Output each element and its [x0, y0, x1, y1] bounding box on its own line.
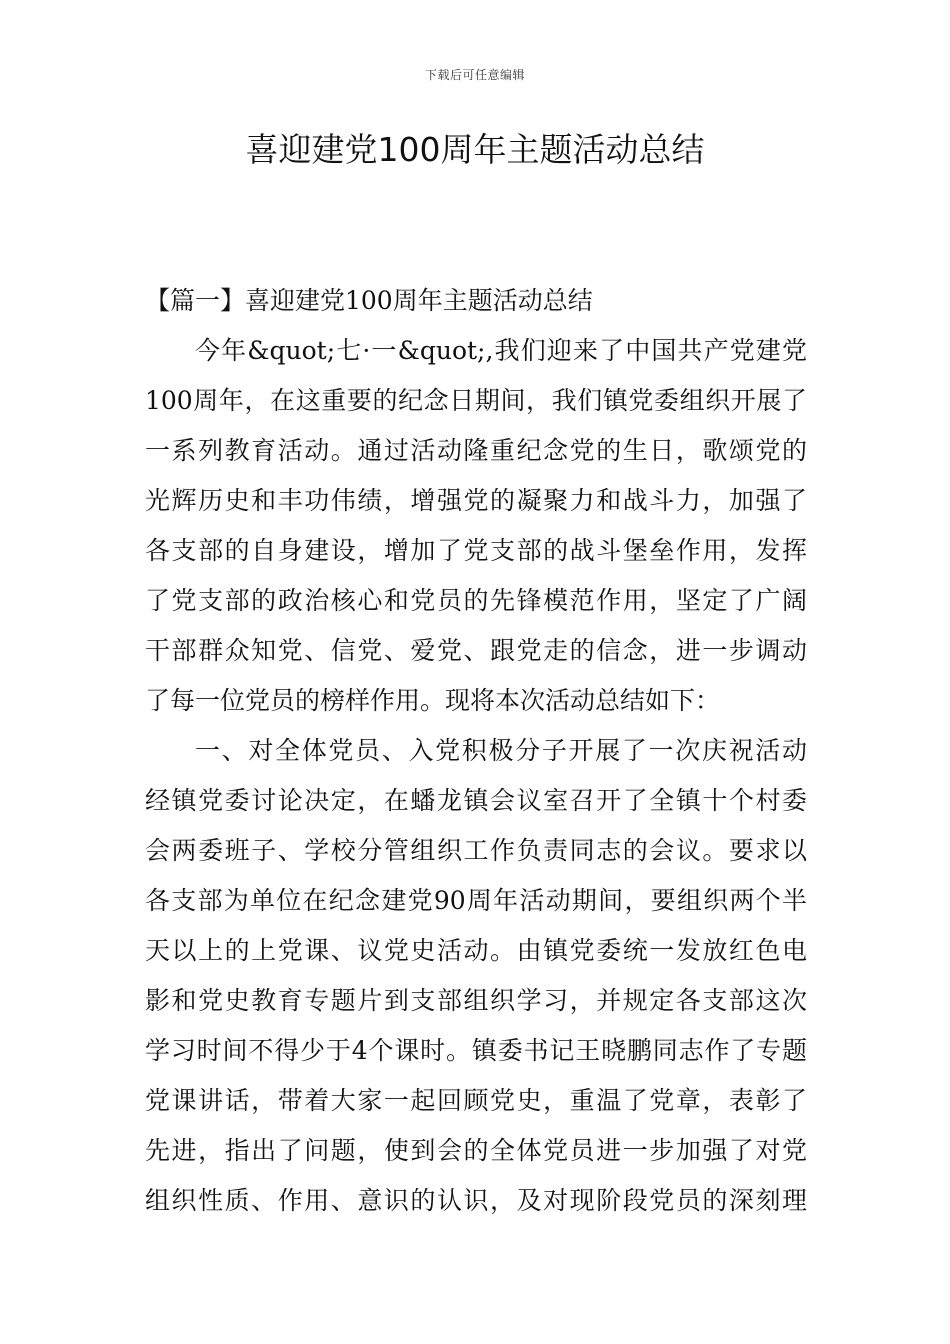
text-line: 党课讲话，带着大家一起回顾党史，重温了党章，表彰了 [145, 1086, 807, 1115]
text-line: 天以上的上党课、议党史活动。由镇党委统一发放红色电 [145, 936, 807, 965]
text-line: 干部群众知党、信党、爱党、跟党走的信念，进一步调动 [145, 636, 807, 665]
text-line: 了每一位党员的榜样作用。现将本次活动总结如下： [145, 686, 721, 715]
text-line: 各支部的自身建设，增加了党支部的战斗堡垒作用，发挥 [145, 536, 807, 565]
text-line: 经镇党委讨论决定，在蟠龙镇会议室召开了全镇十个村委 [145, 786, 807, 815]
text-line: 光辉历史和丰功伟绩，增强党的凝聚力和战斗力，加强了 [145, 486, 807, 515]
text-line: 学习时间不得少于4个课时。镇委书记王晓鹏同志作了专题 [145, 1036, 807, 1065]
text-line: 一系列教育活动。通过活动隆重纪念党的生日，歌颂党的 [145, 436, 807, 465]
text-line: 今年&quot;七·一&quot;,我们迎来了中国共产党建党 [195, 336, 807, 365]
text-line: 先进，指出了问题，使到会的全体党员进一步加强了对党 [145, 1136, 807, 1165]
text-line: 各支部为单位在纪念建党90周年活动期间，要组织两个半 [145, 886, 807, 915]
section-heading: 【篇一】喜迎建党100周年主题活动总结 [145, 286, 593, 315]
text-line: 会两委班子、学校分管组织工作负责同志的会议。要求以 [145, 836, 807, 865]
document-title: 喜迎建党100周年主题活动总结 [245, 130, 705, 169]
paragraph-2 [145, 726, 807, 1226]
text-line: 了党支部的政治核心和党员的先锋模范作用，坚定了广阔 [145, 586, 807, 615]
text-line: 一、对全体党员、入党积极分子开展了一次庆祝活动 [195, 736, 807, 765]
text-line: 影和党史教育专题片到支部组织学习，并规定各支部这次 [145, 986, 807, 1015]
document-body [145, 276, 807, 1226]
text-line: 100周年，在这重要的纪念日期间，我们镇党委组织开展了 [145, 386, 807, 415]
header-note: 下载后可任意编辑 [424, 68, 525, 82]
paragraph-1 [145, 326, 807, 726]
text-line: 组织性质、作用、意识的认识，及对现阶段党员的深刻理 [145, 1186, 807, 1215]
